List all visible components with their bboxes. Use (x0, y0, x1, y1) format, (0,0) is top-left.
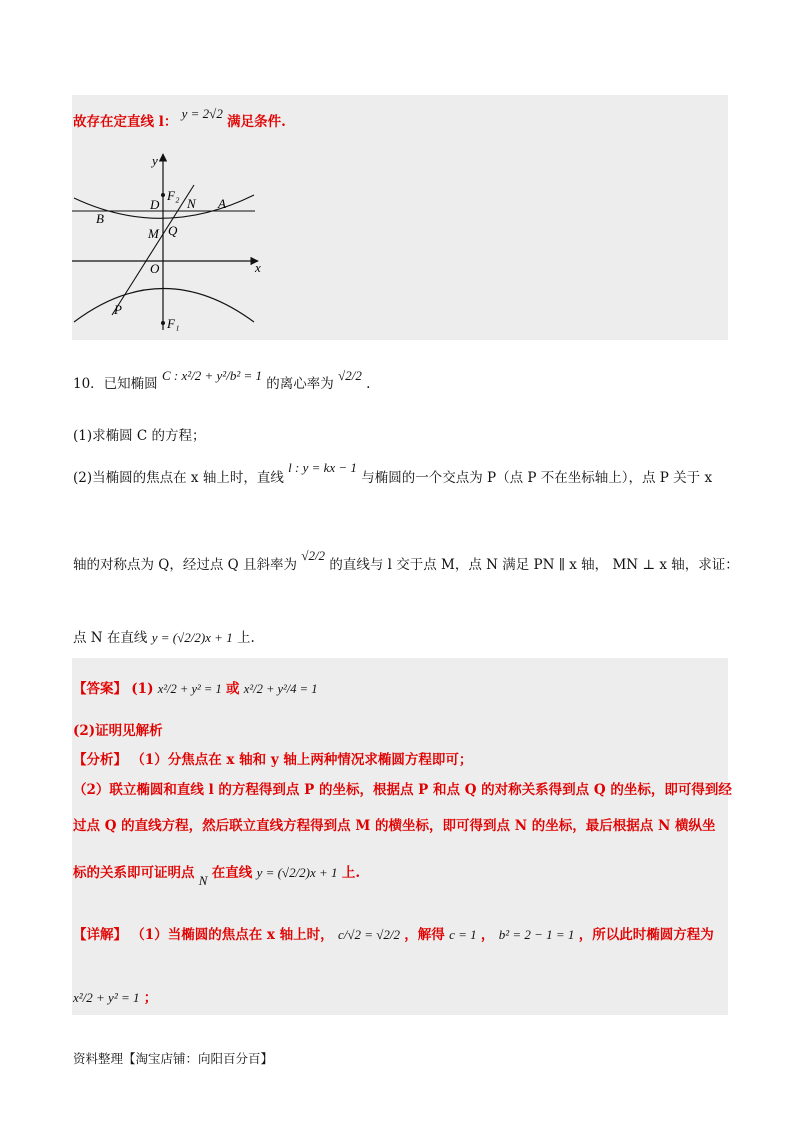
analysis-text-4a: 标的关系即可证明点 (73, 865, 195, 881)
solution-block-answer (72, 658, 728, 1015)
answer-or: 或 (226, 681, 240, 697)
problem-intro (73, 368, 371, 392)
analysis-line-4 (73, 861, 361, 888)
label-P: P (114, 302, 122, 317)
answer-equation-2: x²/2 + y²/4 = 1 (243, 682, 318, 696)
answer-tag: 【答案】 (73, 681, 127, 697)
analysis-text-1: （1）分焦点在 x 轴和 y 轴上两种情况求椭圆方程即可； (131, 752, 473, 768)
detail-text-1a: （1）当椭圆的焦点在 x 轴上时， (131, 927, 334, 943)
ellipse-equation: C : x²/2 + y²/b² = 1 (161, 368, 262, 383)
footer-note: 资料整理【淘宝店铺：向阳百分百】 (73, 1051, 274, 1066)
label-D: D (150, 197, 160, 212)
question-2-text-e: 点 N 在直线 (73, 630, 148, 646)
label-F1: F₁ (167, 316, 180, 331)
ellipse-figure (72, 150, 272, 335)
analysis-tag: 【分析】 (73, 752, 127, 768)
detail-equation-c: c = 1 (449, 927, 477, 942)
label-y: y (152, 153, 158, 168)
detail-equation-ratio: c/√2 = √2/2 (337, 927, 400, 942)
eccentricity-value: √2/2 (338, 368, 362, 383)
detail-line-2 (73, 986, 157, 1006)
problem-number-intro: 10．已知椭圆 (73, 376, 158, 392)
detail-line-1 (73, 923, 714, 943)
detail-tag: 【详解】 (73, 927, 127, 943)
label-N: N (187, 196, 196, 211)
slope-value: √2/2 (301, 548, 326, 563)
conclusion-prefix: 故存在定直线 l： (73, 114, 178, 130)
analysis-line-equation: y = (√2/2)x + 1 (256, 865, 338, 880)
label-Q: Q (168, 223, 178, 238)
analysis-text-4c: 上. (341, 865, 361, 881)
problem-intro-mid: 的离心率为 (266, 376, 334, 392)
analysis-line-3: 过点 Q 的直线方程，然后联立直线方程得到点 M 的横坐标，即可得到点 N 的坐标，最后根据点 N 横纵坐 (73, 818, 716, 834)
answer-part-2: (2)证明见解析 (73, 723, 163, 739)
lower-curve (74, 289, 254, 323)
conclusion-suffix: 满足条件. (227, 114, 286, 130)
conclusion-line (73, 106, 286, 130)
label-x: x (255, 260, 261, 275)
line-l-equation: l : y = kx − 1 (288, 460, 357, 475)
problem-intro-end: . (366, 376, 371, 392)
target-line-equation: y = (√2/2)x + 1 (151, 630, 233, 645)
label-A: A (218, 196, 226, 211)
label-B: B (96, 211, 104, 226)
label-M: M (148, 226, 159, 241)
detail-ellipse-equation: x²/2 + y² = 1 (73, 990, 140, 1005)
question-2-text-a: (2)当椭圆的焦点在 x 轴上时，直线 (73, 470, 284, 486)
focus-f1-dot (161, 321, 165, 325)
question-2-line-2 (73, 548, 739, 573)
answer-equation-1: x²/2 + y² = 1 (157, 682, 222, 696)
analysis-line-2: （2）联立椭圆和直线 l 的方程得到点 P 的坐标，根据点 P 和点 Q 的对称关系得到点 Q 的坐标，即可得到经 (73, 782, 732, 798)
question-2-text-d: 的直线与 l 交于点 M，点 N 满足 PN ∥ x 轴， MN ⊥ x 轴，求证： (329, 557, 739, 573)
question-2-text-c: 轴的对称点为 Q，经过点 Q 且斜率为 (73, 557, 298, 573)
conclusion-equation: y = 2√2 (181, 106, 223, 121)
answer-line (73, 677, 317, 697)
answer-part-1-label: (1) (131, 681, 154, 697)
detail-text-1f: ，所以此时椭圆方程为 (578, 927, 714, 943)
detail-equation-b: b² = 2 − 1 = 1 (498, 927, 575, 942)
question-2-line-1 (73, 460, 713, 486)
focus-f2-dot (161, 193, 165, 197)
question-2-line-3 (73, 626, 255, 646)
analysis-point-N: N (198, 873, 208, 888)
label-O: O (150, 261, 160, 276)
question-1: (1)求椭圆 C 的方程； (73, 428, 206, 444)
detail-text-1b: ，解得 (404, 927, 445, 943)
question-2-text-b: 与椭圆的一个交点为 P（点 P 不在坐标轴上），点 P 关于 x (361, 470, 713, 486)
detail-semicolon: ； (143, 990, 158, 1006)
analysis-text-4b: 在直线 (211, 865, 253, 881)
detail-text-1d: ， (480, 927, 495, 943)
label-F2: F₂ (167, 188, 180, 203)
analysis-line-1 (73, 748, 472, 768)
question-2-text-f: 上. (237, 630, 255, 646)
